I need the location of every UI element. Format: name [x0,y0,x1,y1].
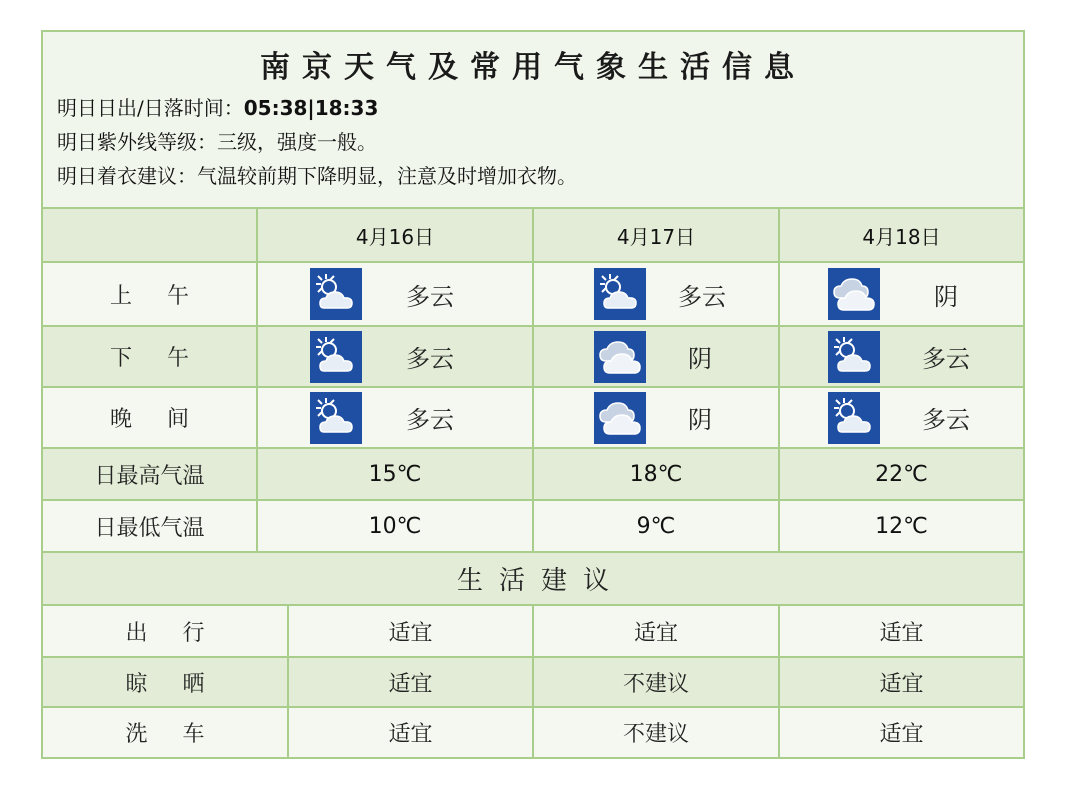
partly-cloudy-icon [310,392,362,444]
weather-text: 多云 [406,282,454,311]
weather-cell [258,263,534,325]
sunrise-sunset-label: 明日日出/日落时间： [57,96,244,120]
header-section [43,32,1023,209]
weather-text: 多云 [922,345,970,373]
weather-cell [534,263,780,325]
weather-text: 多云 [406,406,454,434]
high-temp-day-3: 22℃ [875,461,928,487]
overcast-icon [828,268,880,320]
page-title: 南京天气及常用气象生活信息 [260,50,806,85]
weather-text: 多云 [678,282,726,311]
advice-value: 不建议 [534,658,780,706]
advice-value: 适宜 [879,620,924,646]
partly-cloudy-icon [828,331,880,383]
weather-cell [780,327,1023,386]
weather-info-card [41,30,1025,759]
advice-value: 适宜 [534,606,780,656]
weather-cell [258,327,534,386]
advice-value: 适宜 [879,671,924,697]
advice-value: 适宜 [289,606,534,656]
sunrise-sunset-time: 05:38|18:33 [243,96,379,120]
advice-value: 适宜 [289,708,534,757]
date-day-1: 4月16日 [258,209,534,261]
low-temp-day-3: 12℃ [875,513,928,539]
period-label: 上 午 [43,263,258,325]
overcast-icon [594,331,646,383]
low-temp-day-2: 9℃ [534,501,780,551]
advice-value: 不建议 [534,708,780,757]
advice-label: 洗 车 [43,708,289,757]
high-temp-label: 日最高气温 [43,449,258,499]
low-temp-row [43,501,1023,553]
weather-cell [534,388,780,447]
period-label: 晚 间 [43,388,258,447]
advice-row-drying [43,658,1023,708]
weather-text: 阴 [934,282,958,311]
clothing-advice: 明日着衣建议：气温较前期下降明显，注意及时增加衣物。 [57,164,577,188]
overcast-icon [594,392,646,444]
high-temp-day-2: 18℃ [534,449,780,499]
uv-info: 明日紫外线等级：三级，强度一般。 [57,130,377,154]
period-row-morning [43,263,1023,327]
sunrise-sunset-info [57,92,378,121]
weather-cell [780,263,1023,325]
partly-cloudy-icon [310,268,362,320]
date-day-2: 4月17日 [534,209,780,261]
partly-cloudy-icon [828,392,880,444]
weather-text: 多云 [922,406,970,434]
advice-row-travel [43,606,1023,658]
advice-heading: 生活建议 [456,566,625,596]
weather-cell [258,388,534,447]
corner-cell [43,209,258,261]
period-label: 下 午 [43,327,258,386]
advice-label: 出 行 [43,606,289,656]
weather-text: 阴 [688,406,712,434]
advice-value: 适宜 [879,722,924,747]
weather-cell [780,388,1023,447]
date-day-3: 4月18日 [862,224,941,249]
period-row-evening [43,388,1023,449]
partly-cloudy-icon [594,268,646,320]
weather-cell [534,327,780,386]
weather-text: 多云 [406,345,454,373]
period-row-afternoon [43,327,1023,388]
advice-row-carwash [43,708,1023,757]
weather-text: 阴 [688,345,712,373]
partly-cloudy-icon [310,331,362,383]
high-temp-day-1: 15℃ [258,449,534,499]
advice-label: 晾 晒 [43,658,289,706]
low-temp-label: 日最低气温 [43,501,258,551]
high-temp-row [43,449,1023,501]
advice-value: 适宜 [289,658,534,706]
advice-heading-row [43,553,1023,606]
low-temp-day-1: 10℃ [258,501,534,551]
date-header-row [43,209,1023,263]
